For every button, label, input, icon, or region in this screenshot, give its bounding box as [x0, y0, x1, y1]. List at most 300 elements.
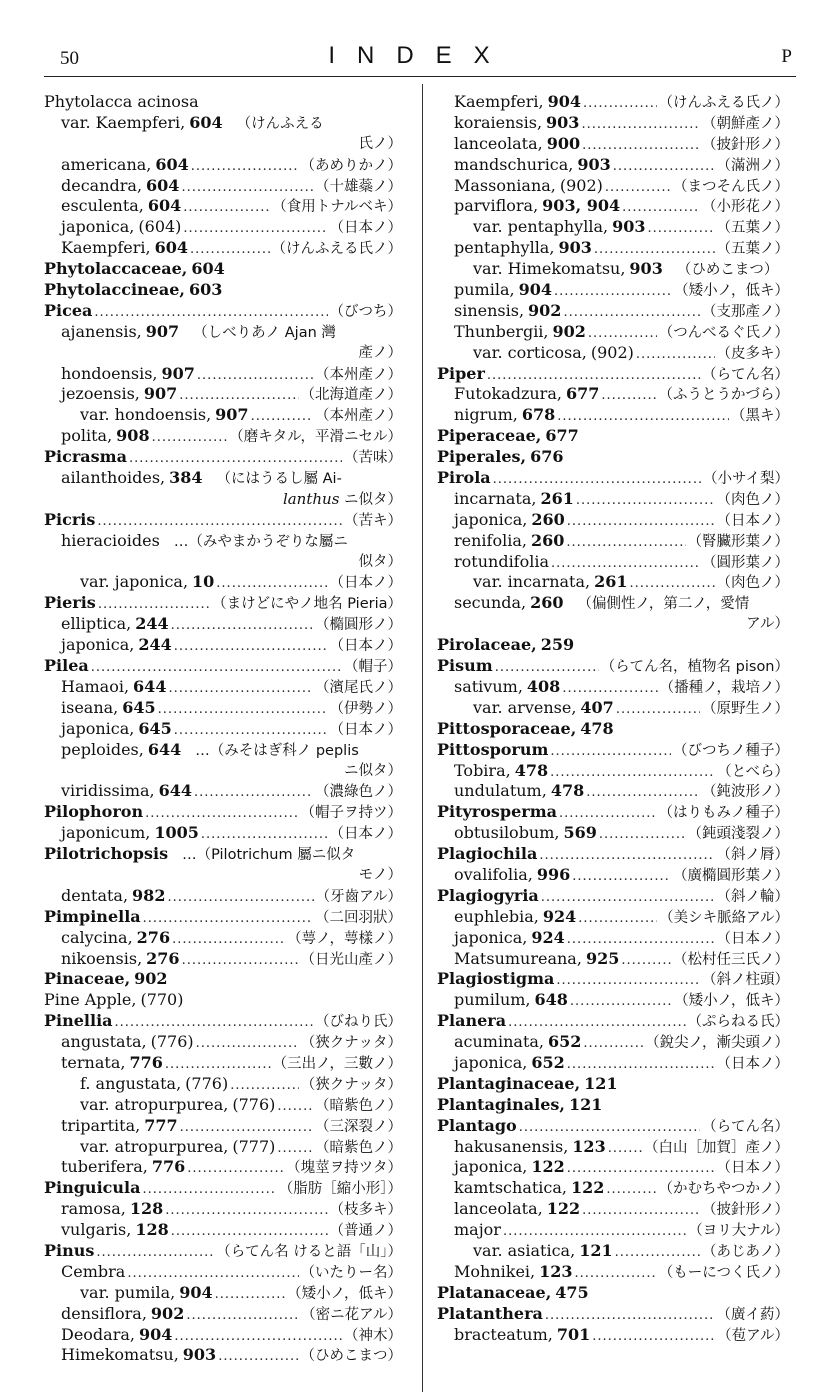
- entry-term: esculenta,: [61, 196, 144, 216]
- dot-leader: [174, 637, 328, 658]
- index-entry: [437, 698, 789, 719]
- index-entry: [44, 1262, 402, 1283]
- entry-gloss: （つんべるぐ氏ノ）: [658, 324, 789, 341]
- entry-term: densiflora,: [61, 1303, 147, 1323]
- entry-gloss: （牙齒アル）: [315, 888, 402, 905]
- entry-page-number: 122: [546, 1199, 581, 1219]
- index-entry: [44, 1157, 402, 1178]
- index-entry: [437, 280, 789, 301]
- entry-gloss: （苦キ）: [344, 512, 402, 529]
- entry-term: Pirolaceae,: [437, 635, 537, 655]
- dot-leader: [174, 721, 328, 742]
- entry-term: pentaphylla,: [454, 238, 555, 258]
- index-entry: [437, 572, 789, 593]
- dot-leader: [493, 470, 701, 491]
- entry-page-number: 604: [191, 259, 225, 279]
- dot-leader: [557, 407, 729, 428]
- entry-term: Deodara,: [61, 1324, 135, 1344]
- entry-page-number: (770): [140, 990, 184, 1010]
- entry-term: polita,: [61, 426, 113, 446]
- entry-page-number: 652: [531, 1052, 565, 1072]
- entry-page-number: 925: [585, 948, 620, 968]
- index-entry: [44, 781, 402, 802]
- dot-leader: [605, 178, 671, 199]
- entry-term: undulatum,: [454, 781, 547, 801]
- dot-leader: [94, 303, 327, 324]
- dot-leader: [97, 512, 342, 533]
- dot-leader: [567, 1159, 715, 1180]
- section-letter: P: [781, 46, 792, 67]
- entry-page-number: (776): [150, 1032, 194, 1052]
- index-entry: [44, 176, 402, 197]
- entry-gloss: （肉色ノ）: [716, 491, 789, 508]
- entry-gloss-continuation: アル）: [746, 616, 789, 633]
- entry-gloss: （密ニ花アル）: [301, 1306, 402, 1323]
- entry-term: Matsumureana,: [454, 948, 582, 968]
- dot-leader: [566, 533, 685, 554]
- index-entry: [44, 635, 402, 656]
- entry-term: kamtschatica,: [454, 1178, 567, 1198]
- entry-gloss: （橢圓形ノ）: [315, 617, 402, 634]
- index-entry: [44, 196, 402, 217]
- entry-page-number: 908: [116, 426, 150, 446]
- entry-term: decandra,: [61, 175, 143, 195]
- index-entry: [44, 656, 402, 677]
- entry-page-number: 261: [594, 572, 628, 592]
- dot-leader: [567, 1055, 715, 1076]
- entry-gloss: （ふうとうかづら）: [658, 387, 789, 404]
- entry-term: elliptica,: [61, 614, 132, 634]
- entry-gloss: （美シキ脈絡アル）: [659, 909, 789, 926]
- page-title: INDEX: [328, 42, 512, 69]
- index-entry: [437, 364, 789, 385]
- dot-leader: [142, 1180, 276, 1201]
- entry-gloss: （支那產ノ）: [702, 303, 789, 320]
- entry-gloss: （小形花ノ）: [702, 199, 789, 216]
- index-entry: [437, 949, 789, 970]
- index-entry: [437, 92, 789, 113]
- index-entry: [437, 134, 789, 155]
- index-entry: [437, 990, 789, 1011]
- entry-gloss: （披針形ノ）: [702, 1202, 789, 1219]
- index-entry: [44, 740, 402, 761]
- dot-leader: [647, 219, 714, 240]
- entry-term: jezoensis,: [61, 384, 140, 404]
- index-entry: [437, 447, 789, 468]
- index-entry: [44, 1283, 402, 1304]
- index-entry: [437, 1283, 789, 1304]
- entry-page-number: (776): [232, 1094, 276, 1114]
- dot-leader: [576, 491, 715, 512]
- dot-leader: [277, 1139, 313, 1160]
- dot-leader: [606, 1180, 656, 1201]
- entry-gloss: （塊莖ヲ持ツタ）: [286, 1160, 402, 1177]
- entry-term: tripartita,: [61, 1115, 141, 1135]
- entry-gloss: （びつち）: [329, 303, 402, 320]
- dot-leader: [197, 366, 313, 387]
- dot-leader: [180, 1118, 313, 1139]
- entry-term: secunda,: [454, 593, 527, 613]
- index-entry: [44, 113, 402, 134]
- entry-page-number: 407: [580, 697, 614, 717]
- entry-gloss: （かむちやつかノ）: [658, 1181, 789, 1198]
- entry-gloss: （滿洲ノ）: [716, 157, 789, 174]
- entry-page-number: 260: [530, 530, 565, 550]
- dot-leader: [143, 909, 313, 930]
- entry-term: japonica,: [454, 509, 528, 529]
- entry-page-number: 259: [540, 635, 575, 655]
- entry-gloss: （斜ノ脣）: [716, 847, 789, 864]
- entry-page-number: 128: [135, 1220, 169, 1240]
- index-entry: [437, 426, 789, 447]
- dot-leader: [578, 909, 657, 930]
- entry-gloss: （ひめこまつ）: [676, 262, 779, 279]
- dot-leader: [167, 888, 313, 909]
- entry-term: ailanthoides,: [61, 468, 166, 488]
- entry-term: dentata,: [61, 885, 129, 905]
- index-entry: [437, 781, 789, 802]
- index-entry: [44, 322, 402, 343]
- entry-term: sinensis,: [454, 300, 525, 320]
- index-entry: [44, 907, 402, 928]
- index-entry: [437, 1262, 789, 1283]
- index-entry: [44, 1137, 402, 1158]
- dot-leader: [127, 1264, 298, 1285]
- dot-leader: [179, 386, 298, 407]
- entry-gloss: （日本ノ）: [716, 930, 789, 947]
- dot-leader: [186, 1306, 299, 1327]
- entry-gloss: （十雄蘂ノ）: [315, 178, 402, 195]
- dot-leader: [588, 324, 657, 345]
- entry-page-number: (902): [559, 175, 603, 195]
- entry-gloss: （けんふえる氏ノ）: [658, 95, 789, 111]
- index-entry: [437, 1157, 789, 1178]
- entry-gloss: （廣橢圓形葉ノ）: [673, 867, 789, 884]
- index-entry: [44, 719, 402, 740]
- entry-gloss: （日本ノ）: [716, 512, 789, 529]
- entry-page-number: 907: [161, 363, 195, 383]
- index-entry: [44, 949, 402, 970]
- entry-term: var. arvense,: [473, 697, 577, 717]
- entry-page-number: 121: [568, 1094, 603, 1114]
- index-entry: [44, 301, 402, 322]
- entry-term: euphlebia,: [454, 906, 539, 926]
- entry-page-number: 604: [155, 154, 189, 174]
- dot-leader: [174, 1327, 342, 1348]
- entry-gloss: （斜ノ柱頭）: [702, 972, 789, 989]
- entry-term: Himekomatsu,: [61, 1345, 179, 1365]
- entry-page-number: 260: [530, 593, 564, 613]
- entry-page-number: 924: [542, 906, 577, 926]
- entry-gloss: （日本ノ）: [329, 721, 402, 738]
- entry-term: major: [454, 1220, 501, 1240]
- entry-gloss: （にはうるし屬 Ai-: [216, 471, 342, 488]
- entry-gloss: （本州產ノ）: [315, 408, 402, 425]
- index-entry: [437, 1199, 789, 1220]
- page-number: 50: [60, 48, 79, 69]
- entry-page-number: 128: [129, 1199, 164, 1219]
- index-entry: [44, 280, 402, 301]
- index-entry: [437, 238, 789, 259]
- entry-gloss-continuation: 似タ）: [358, 553, 402, 570]
- index-entry: [44, 928, 402, 949]
- entry-term: Pinus: [44, 1240, 95, 1260]
- entry-term: Thunbergii,: [454, 321, 549, 341]
- dot-leader: [487, 366, 700, 387]
- dot-leader: [586, 783, 700, 804]
- entry-term: Cembra: [61, 1261, 126, 1281]
- entry-term: pumilum,: [454, 990, 531, 1010]
- entry-term: Pittosporum: [437, 739, 549, 759]
- entry-page-number: 902: [150, 1303, 185, 1323]
- entry-term: Plagiogyria: [437, 885, 539, 905]
- entry-term: vulgaris,: [61, 1220, 132, 1240]
- index-entry: [437, 259, 789, 280]
- entry-term: Plagiostigma: [437, 969, 555, 989]
- index-entry: [44, 823, 402, 844]
- entry-term: Kaempferi,: [61, 238, 151, 258]
- index-entry: [44, 1304, 402, 1325]
- entry-page-number: 604: [189, 112, 223, 132]
- entry-gloss: （日本ノ）: [329, 575, 402, 592]
- entry-gloss: （皮多キ）: [716, 345, 789, 362]
- dot-leader: [251, 407, 313, 428]
- index-entry: [437, 844, 789, 865]
- entry-page-number: 996: [536, 864, 571, 884]
- dot-leader: [277, 1097, 313, 1118]
- entry-gloss: （三出ノ，三數ノ）: [272, 1055, 402, 1072]
- entry-term: var. hondoensis,: [80, 405, 212, 425]
- entry-page-number: (604): [138, 217, 182, 237]
- entry-gloss: （はりもみノ種子）: [658, 805, 789, 822]
- entry-page-number: 478: [514, 760, 549, 780]
- index-entry: [437, 343, 789, 364]
- entry-page-number: 122: [570, 1178, 605, 1198]
- dot-leader: [616, 700, 700, 721]
- index-entry: [44, 468, 402, 489]
- entry-term: acuminata,: [454, 1032, 544, 1052]
- entry-page-number: 903, 904: [542, 196, 621, 216]
- entry-gloss: （けんふえる: [236, 115, 324, 132]
- index-entry: [437, 405, 789, 426]
- dot-leader: [218, 1347, 298, 1368]
- entry-gloss: （磨キタル，平滑ニセル）: [229, 429, 402, 446]
- entry-gloss: （日光山產ノ）: [300, 951, 402, 968]
- entry-gloss: （食用トナルベキ）: [272, 199, 402, 216]
- entry-page-number: 648: [534, 990, 568, 1010]
- dot-leader: [599, 825, 686, 846]
- entry-gloss: （日本ノ）: [716, 1055, 789, 1072]
- entry-gloss-continuation: 氏ノ）: [358, 135, 402, 152]
- dot-leader: [98, 595, 210, 616]
- dot-leader: [171, 616, 313, 637]
- index-entry: [437, 1325, 789, 1346]
- dot-leader: [165, 1055, 271, 1076]
- dot-leader: [567, 512, 715, 533]
- dot-leader: [582, 136, 700, 157]
- dot-leader: [183, 219, 327, 240]
- entry-page-number: 645: [138, 718, 172, 738]
- entry-page-number: 276: [146, 948, 180, 968]
- index-entry: [44, 572, 402, 593]
- entry-term: Hamaoi,: [61, 676, 130, 696]
- entry-term: Pisum: [437, 656, 493, 676]
- entry-gloss: （廣イ葯）: [716, 1306, 789, 1323]
- entry-term: Piper: [437, 363, 485, 383]
- dot-leader: [567, 930, 715, 951]
- entry-gloss: （とべら）: [717, 763, 789, 780]
- entry-term: japonica,: [454, 1052, 528, 1072]
- entry-gloss-continuation: ニ似タ）: [344, 762, 402, 779]
- index-entry: [437, 928, 789, 949]
- entry-term: Piperales,: [437, 447, 527, 467]
- entry-gloss: （五葉ノ）: [716, 241, 789, 258]
- index-entry: [437, 802, 789, 823]
- dot-leader: [190, 240, 269, 261]
- index-entry: [437, 1011, 789, 1032]
- entry-term: obtusilobum,: [454, 823, 560, 843]
- entry-gloss: （暗紫色ノ）: [315, 1139, 402, 1156]
- dot-leader: [583, 1034, 643, 1055]
- entry-term: nikoensis,: [61, 948, 143, 968]
- entry-page-number: 902: [552, 321, 586, 341]
- entry-gloss: （播種ノ，栽培ノ）: [659, 679, 789, 696]
- index-entry: [44, 1345, 402, 1366]
- index-entry: [437, 1178, 789, 1199]
- index-entry: [437, 155, 789, 176]
- entry-term: Plantago: [437, 1115, 517, 1135]
- entry-gloss: （原野生ノ）: [702, 700, 789, 717]
- entry-page-number: 121: [579, 1240, 613, 1260]
- entry-term: japonica,: [61, 718, 135, 738]
- dot-leader: [216, 574, 327, 595]
- dot-leader: [550, 742, 671, 763]
- entry-term: viridissima,: [61, 781, 155, 801]
- entry-term: var. japonica,: [80, 572, 189, 592]
- entry-page-number: 903: [629, 259, 663, 279]
- entry-term: var. pentaphylla,: [473, 217, 609, 237]
- dot-leader: [541, 888, 715, 909]
- entry-gloss: （濃綠色ノ）: [315, 784, 402, 801]
- entry-gloss: （日本ノ）: [329, 220, 402, 237]
- entry-gloss: （小サイ梨）: [703, 471, 789, 488]
- entry-page-number: 244: [138, 635, 172, 655]
- entry-page-number: 903: [546, 112, 580, 132]
- index-entry: [44, 364, 402, 385]
- index-entry: [44, 510, 402, 531]
- entry-term: tuberifera,: [61, 1157, 148, 1177]
- entry-gloss: （枝多キ）: [329, 1202, 402, 1219]
- entry-term: mandschurica,: [454, 154, 574, 174]
- entry-gloss: （けんふえる氏ノ）: [271, 241, 402, 258]
- entry-gloss: （朝鮮產ノ）: [702, 115, 789, 132]
- dot-leader: [621, 951, 671, 972]
- dot-leader: [615, 1243, 700, 1264]
- dot-leader: [215, 1285, 286, 1306]
- index-entry: [44, 614, 402, 635]
- index-entry: [44, 1241, 402, 1262]
- entry-term: japonicum,: [61, 823, 151, 843]
- dot-leader: [539, 846, 714, 867]
- entry-gloss: …（Pilotrichum 屬ニ似タ: [182, 847, 356, 864]
- entry-term: Futokadzura,: [454, 384, 562, 404]
- entry-gloss: （ひめこまつ）: [300, 1348, 402, 1365]
- index-entry: [44, 1011, 402, 1032]
- dot-leader: [613, 157, 715, 178]
- right-column: [437, 92, 789, 1345]
- entry-page-number: 907: [143, 384, 178, 404]
- dot-leader: [556, 971, 700, 992]
- index-entry: [44, 405, 402, 426]
- entry-gloss: …（みそはぎ科ノ peplis: [195, 742, 359, 759]
- entry-gloss: （びつちノ種子）: [673, 742, 789, 759]
- entry-term: rotundifolia: [454, 551, 550, 571]
- dot-leader: [194, 783, 313, 804]
- entry-gloss: （狹クナッタ）: [300, 1076, 402, 1093]
- entry-gloss: （五葉ノ）: [716, 220, 789, 237]
- entry-term: Picea: [44, 300, 93, 320]
- entry-term: japonica,: [454, 1157, 528, 1177]
- entry-gloss: （日本ノ）: [329, 638, 402, 655]
- entry-term: calycina,: [61, 927, 133, 947]
- entry-page-number: (776): [185, 1073, 229, 1093]
- left-column: [44, 92, 402, 1366]
- entry-gloss-continuation: モノ）: [358, 866, 402, 883]
- entry-gloss: （びねり氏）: [315, 1014, 402, 1031]
- entry-term: parviflora,: [454, 196, 539, 216]
- dot-leader: [508, 1013, 685, 1034]
- entry-page-number: 677: [565, 384, 600, 404]
- index-entry: [437, 969, 789, 990]
- entry-page-number: (777): [232, 1136, 276, 1156]
- entry-page-number: 123: [539, 1261, 573, 1281]
- dot-leader: [165, 1201, 327, 1222]
- index-entry: [437, 468, 789, 489]
- entry-page-number: 678: [521, 405, 556, 425]
- entry-term: var. atropurpurea,: [80, 1136, 229, 1156]
- entry-page-number: 903: [558, 238, 592, 258]
- dot-leader: [575, 1264, 657, 1285]
- index-entry: [437, 176, 789, 197]
- index-entry: [44, 1116, 402, 1137]
- entry-term: var. Himekomatsu,: [473, 259, 626, 279]
- entry-term: bracteatum,: [454, 1324, 553, 1344]
- index-entry: [437, 593, 789, 614]
- index-entry: [44, 1178, 402, 1199]
- entry-gloss: （本州產ノ）: [315, 366, 402, 383]
- entry-page-number: 260: [531, 509, 565, 529]
- dot-leader: [230, 1076, 299, 1097]
- entry-gloss: （あめりかノ）: [300, 157, 402, 174]
- dot-leader: [152, 428, 228, 449]
- entry-term: japonica,: [61, 635, 135, 655]
- index-entry: [437, 1116, 789, 1137]
- entry-gloss: （狹クナッタ）: [300, 1035, 402, 1052]
- dot-leader: [196, 1034, 299, 1055]
- entry-term: ovalifolia,: [454, 864, 533, 884]
- entry-term: Piperaceae,: [437, 426, 542, 446]
- dot-leader: [630, 574, 715, 595]
- entry-gloss: （圓形葉ノ）: [702, 554, 789, 571]
- index-entry: [437, 301, 789, 322]
- entry-term: Plantaginaceae,: [437, 1073, 581, 1093]
- entry-term: angustata,: [61, 1032, 147, 1052]
- entry-term: var. incarnata,: [473, 572, 591, 592]
- dot-leader: [91, 658, 342, 679]
- entry-page-number: 902: [134, 969, 168, 989]
- entry-page-number: 904: [138, 1324, 173, 1344]
- dot-leader: [570, 992, 672, 1013]
